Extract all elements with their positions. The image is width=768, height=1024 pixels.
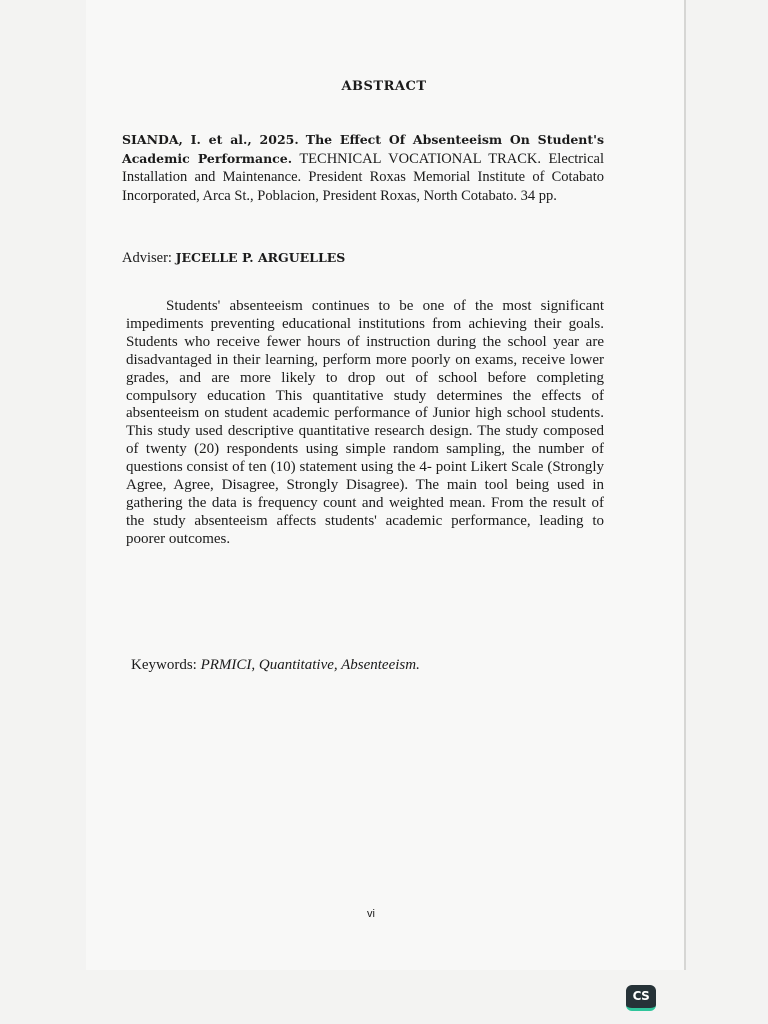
citation-details: TECHNICAL VOCATIONAL TRACK. Electrical Installation and Maintenance. President Roxas Memorial Institute of Cotabato Incorporated, Arca St., Poblacion, President Roxas, North Cotabato. 34 pp. — [122, 150, 604, 204]
keywords-label: Keywords: — [131, 657, 197, 673]
adviser-name: JECELLE P. ARGUELLES — [175, 250, 346, 265]
abstract-heading: ABSTRACT — [341, 79, 427, 94]
camscanner-logo-text: CS — [632, 989, 650, 1003]
keywords-value: PRMICI, Quantitative, Absenteeism. — [200, 657, 420, 673]
citation-block — [122, 131, 604, 205]
keywords-line — [131, 657, 420, 674]
adviser-label: Adviser: — [122, 250, 172, 266]
page-edge-shadow — [684, 0, 686, 970]
page-number: vi — [367, 908, 375, 920]
citation-title: The Effect Of Absenteeism On Student's Academic Performance. — [122, 132, 604, 166]
camscanner-logo-icon — [626, 985, 656, 1011]
adviser-line — [122, 250, 345, 267]
citation-authors-year: SIANDA, I. et al., 2025. — [122, 132, 299, 147]
abstract-paragraph: Students' absenteeism continues to be one of the most significant impediments preventing educational institutions from achieving their goals. Students who receive fewer hours of instruction during the school year are disadvantaged in their learning, perform more poorly on exams, receive lower grades, and are more likely to drop out of school before completing compulsory education This quantitative study determines the effects of absenteeism on student academic performance of Junior high school students. This study used descriptive quantitative research design. The study composed of twenty (20) respondents using simple random sampling, the number of questions consist of ten (10) statement using the 4- point Likert Scale (Strongly Agree, Agree, Disagree, Strongly Disagree). The main tool being used in gathering the data is frequency count and weighted mean. From the result of the study absenteeism affects students' academic performance, leading to poorer outcomes. — [126, 298, 604, 547]
